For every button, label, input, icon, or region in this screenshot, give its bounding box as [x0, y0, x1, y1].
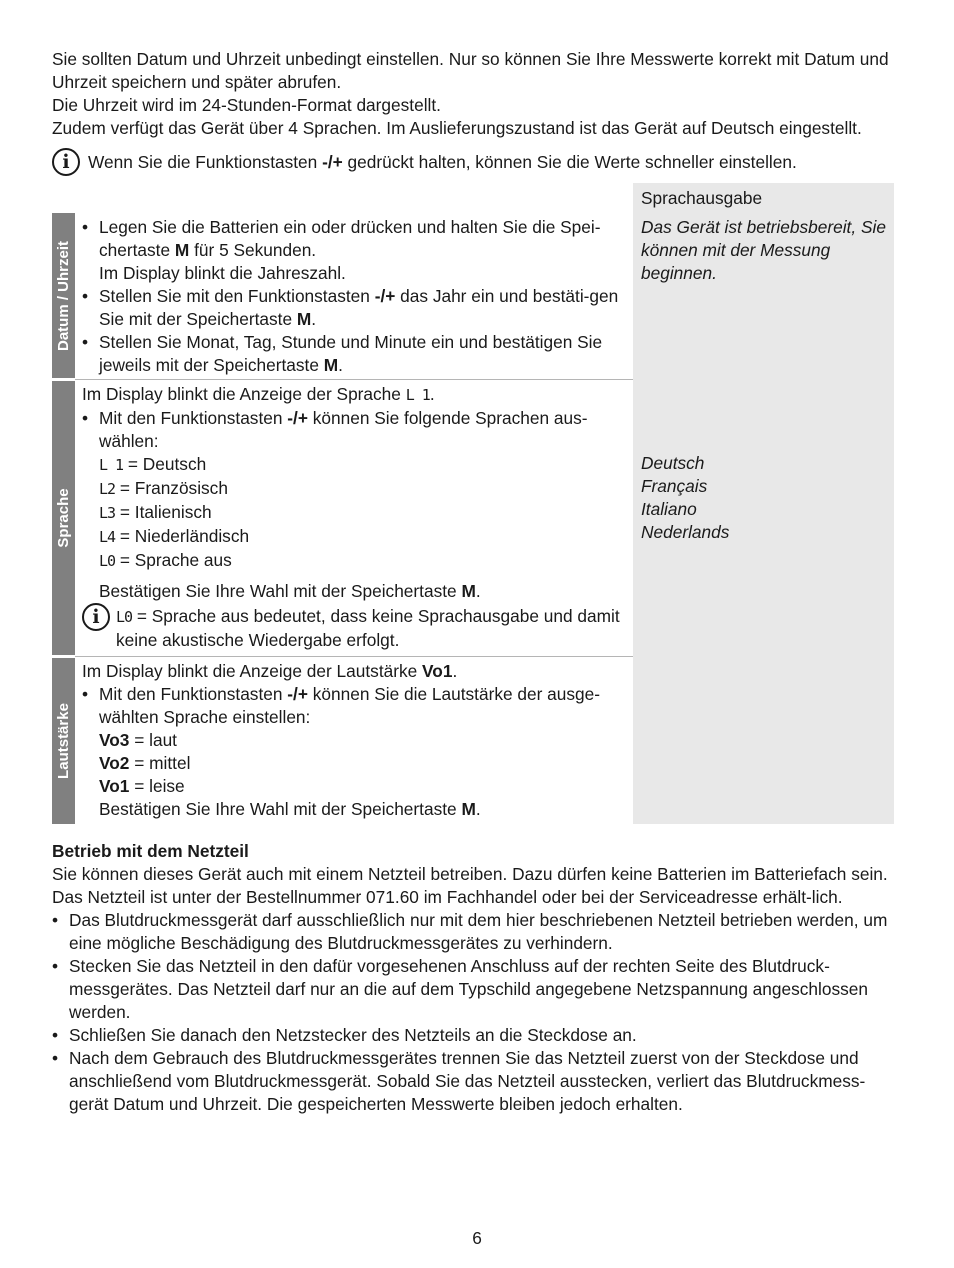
- language-option: L4 = Niederländisch: [99, 526, 250, 546]
- laut-intro: Im Display blinkt die Anzeige der Lautstärke Vo1.: [82, 661, 458, 681]
- intro-paragraph-3: Zudem verfügt das Gerät über 4 Sprachen. Im Auslieferungszustand ist das Gerät auf Deutsch eingestellt.: [52, 118, 862, 138]
- page-number: 6: [472, 1228, 482, 1248]
- tab-label-datum: Datum / Uhrzeit: [54, 240, 72, 351]
- info-icon: i: [52, 148, 80, 176]
- spoken-language: Français: [641, 476, 708, 496]
- sprache-intro: Im Display blinkt die Anzeige der Sprache L 1.: [82, 384, 435, 404]
- sprache-content: [82, 383, 622, 603]
- list-item: • Nach dem Gebrauch des Blutdruckmessgerätes trennen Sie das Netzteil zuerst von der Steckdose und anschließend vom Blutdruckmessgerät. Sobald Sie das Netzteil ausstecken, verliert das Blutdruckmess-gerät Datum und Uhrzeit. Die gespeicherten Messwerte bleiben jedoch erhalten.: [52, 1047, 902, 1116]
- volume-level: Vo3 = laut: [99, 730, 177, 750]
- language-options: [82, 453, 622, 573]
- volume-level: Vo2 = mittel: [99, 753, 191, 773]
- volume-levels: [82, 729, 622, 821]
- tab-label-sprache: Sprache: [54, 488, 72, 548]
- list-item: • Mit den Funktionstasten -/+ können Sie die Lautstärke der ausge-wählten Sprache einstellen:: [82, 683, 622, 729]
- list-item: • Stecken Sie das Netzteil in den dafür vorgesehenen Anschluss auf der rechten Seite des Blutdruck-messgerätes. Das Netzteil darf nur an die auf dem Typschild angegebene Netzspannung angeschlossen werden.: [52, 955, 902, 1024]
- list-item: • Legen Sie die Batterien ein oder drücken und halten Sie die Spei-chertaste M für 5 Sekunden. Im Display blinkt die Jahreszahl.: [82, 216, 622, 285]
- list-item: • Schließen Sie danach den Netzstecker des Netzteils an die Steckdose an.: [52, 1024, 902, 1047]
- sprache-note-text: L0 = Sprache aus bedeutet, dass keine Sprachausgabe und damit keine akustische Wiedergabe erfolgt.: [116, 606, 620, 650]
- spoken-language: Nederlands: [641, 522, 730, 542]
- datum-content: [82, 216, 622, 377]
- datum-sprachausgabe: Das Gerät ist betriebsbereit, Sie können mit der Messung beginnen.: [641, 217, 886, 283]
- netzteil-section: [52, 840, 902, 1116]
- laut-content: [82, 660, 622, 821]
- tab-lautstaerke: [52, 658, 75, 824]
- list-item: • Mit den Funktionstasten -/+ können Sie folgende Sprachen aus-wählen:: [82, 407, 622, 453]
- language-option: L3 = Italienisch: [99, 502, 212, 522]
- list-item: • Das Blutdruckmessgerät darf ausschließlich nur mit dem hier beschriebenen Netzteil betrieben werden, um eine mögliche Beschädigung des Blutdruckmessgerätes zu verhindern.: [52, 909, 902, 955]
- intro-paragraph-1: Sie sollten Datum und Uhrzeit unbedingt einstellen. Nur so können Sie Ihre Messwerte korrekt mit Datum und Uhrzeit speichern und später abrufen.: [52, 49, 889, 92]
- sprachausgabe-header: Sprachausgabe: [641, 188, 763, 208]
- row-divider: [75, 656, 633, 657]
- info-text: Wenn Sie die Funktionstasten -/+ gedrückt halten, können Sie die Werte schneller einstellen.: [88, 151, 797, 172]
- netzteil-paragraph: Sie können dieses Gerät auch mit einem Netzteil betreiben. Dazu dürfen keine Batterien im Batteriefach sein. Das Netzteil ist unter der Bestellnummer 071.60 im Fachhandel oder bei der Serviceadresse erhält-lich.: [52, 864, 888, 907]
- language-option: L 1 = Deutsch: [99, 454, 207, 474]
- tab-sprache: [52, 381, 75, 655]
- intro-paragraph-2: Die Uhrzeit wird im 24-Stunden-Format dargestellt.: [52, 95, 441, 115]
- info-note: [52, 148, 902, 176]
- sprache-note: [82, 605, 622, 652]
- laut-confirm: Bestätigen Sie Ihre Wahl mit der Speichertaste M.: [99, 799, 481, 819]
- tab-datum-uhrzeit: [52, 213, 75, 378]
- row-divider: [75, 379, 633, 380]
- volume-level: Vo1 = leise: [99, 776, 185, 796]
- netzteil-heading: Betrieb mit dem Netzteil: [52, 841, 249, 861]
- sprache-confirm: Bestätigen Sie Ihre Wahl mit der Speichertaste M.: [99, 581, 481, 601]
- spoken-language: Italiano: [641, 499, 697, 519]
- language-option: L2 = Französisch: [99, 478, 228, 498]
- list-item: • Stellen Sie Monat, Tag, Stunde und Minute ein und bestätigen Sie jeweils mit der Speichertaste M.: [82, 331, 622, 377]
- intro-section: [52, 48, 902, 140]
- spoken-language: Deutsch: [641, 453, 705, 473]
- tab-label-laut: Lautstärke: [54, 703, 72, 779]
- info-icon: i: [82, 603, 110, 631]
- language-option: L0 = Sprache aus: [99, 550, 232, 570]
- language-spoken-list: [641, 452, 886, 544]
- list-item: • Stellen Sie mit den Funktionstasten -/+ das Jahr ein und bestäti-gen Sie mit der Speichertaste M.: [82, 285, 622, 331]
